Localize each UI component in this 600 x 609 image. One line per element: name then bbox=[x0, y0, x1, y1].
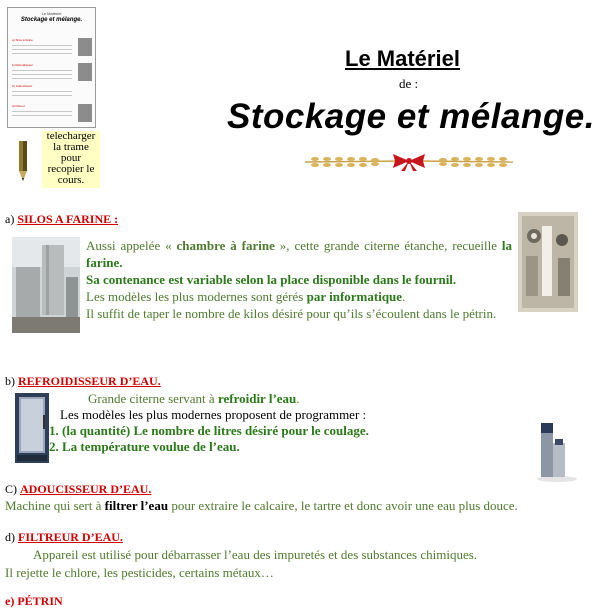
adoucisseur-heading: ADOUCISSEUR D’EAU. bbox=[20, 482, 152, 496]
silos-description: Aussi appelée « chambre à farine », cette grande citerne étanche, recueille la farine. Sa contenance est variable selon la place disponible dans le fournil. Les modèles les plus modernes sont gérés par informatique. Il suffit de taper le nombre de kilos désiré pour qu’ils s’écoulent dans le pétrin. bbox=[86, 238, 513, 321]
de-label: de : bbox=[399, 76, 419, 91]
list-item: 2. La température voulue de l’eau. bbox=[62, 439, 369, 455]
silos-heading: SILOS A FARINE : bbox=[17, 212, 119, 226]
page-title: Le Matériel bbox=[345, 46, 460, 71]
filtreur-heading: FILTREUR D’EAU. bbox=[18, 530, 123, 544]
pencil-icon bbox=[16, 141, 30, 181]
thumb-row: b) Refroidisseur bbox=[12, 63, 92, 83]
list-item: 1. (la quantité) Le nombre de litres désiré pour le coulage. bbox=[62, 423, 369, 439]
section-heading-c: C) ADOUCISSEUR D’EAU. bbox=[5, 482, 152, 496]
thumb-row: C) Adoucisseur bbox=[12, 84, 92, 104]
refroidisseur-line2: Les modèles les plus modernes proposent de programmer : bbox=[60, 407, 367, 422]
silo-photo bbox=[12, 237, 80, 333]
wheat-ribbon-ornament bbox=[303, 150, 515, 172]
refroidisseur-line1: Grande citerne servant à refroidir l’eau. bbox=[88, 391, 300, 406]
flour-dispenser-photo bbox=[518, 212, 578, 312]
thumb-main-title: Stockage et mélange. bbox=[20, 17, 83, 23]
refroidisseur-list bbox=[40, 423, 369, 455]
water-softener-photo bbox=[531, 419, 579, 483]
filtreur-line1: Appareil est utilisé pour débarrasser l’eau des impuretés et des substances chimiques. bbox=[33, 547, 478, 562]
page-subtitle: Stockage et mélange. bbox=[227, 97, 595, 136]
thumb-row: d) Filtreur bbox=[12, 104, 92, 124]
section-heading-d: d) FILTREUR D’EAU. bbox=[5, 530, 123, 544]
section-heading-e: e) PÉTRIN bbox=[5, 594, 63, 608]
refroidisseur-heading: REFROIDISSEUR D’EAU. bbox=[18, 374, 161, 388]
section-heading-a: a) SILOS A FARINE : bbox=[5, 212, 119, 226]
thumb-row: a) Silos à farine bbox=[12, 38, 92, 58]
section-heading-b: b) REFROIDISSEUR D’EAU. bbox=[5, 374, 161, 388]
worksheet-thumbnail[interactable] bbox=[7, 7, 96, 128]
filtreur-line2: Il rejette le chlore, les pesticides, certains métaux… bbox=[5, 565, 274, 580]
adoucisseur-description: Machine qui sert à filtrer l’eau pour extraire le calcaire, le tartre et donc avoir une eau plus douce. bbox=[5, 498, 518, 513]
download-link[interactable]: telecharger la trame pour recopier le cours. bbox=[42, 131, 100, 188]
thumb-small-title: Le Matériel bbox=[41, 11, 62, 16]
